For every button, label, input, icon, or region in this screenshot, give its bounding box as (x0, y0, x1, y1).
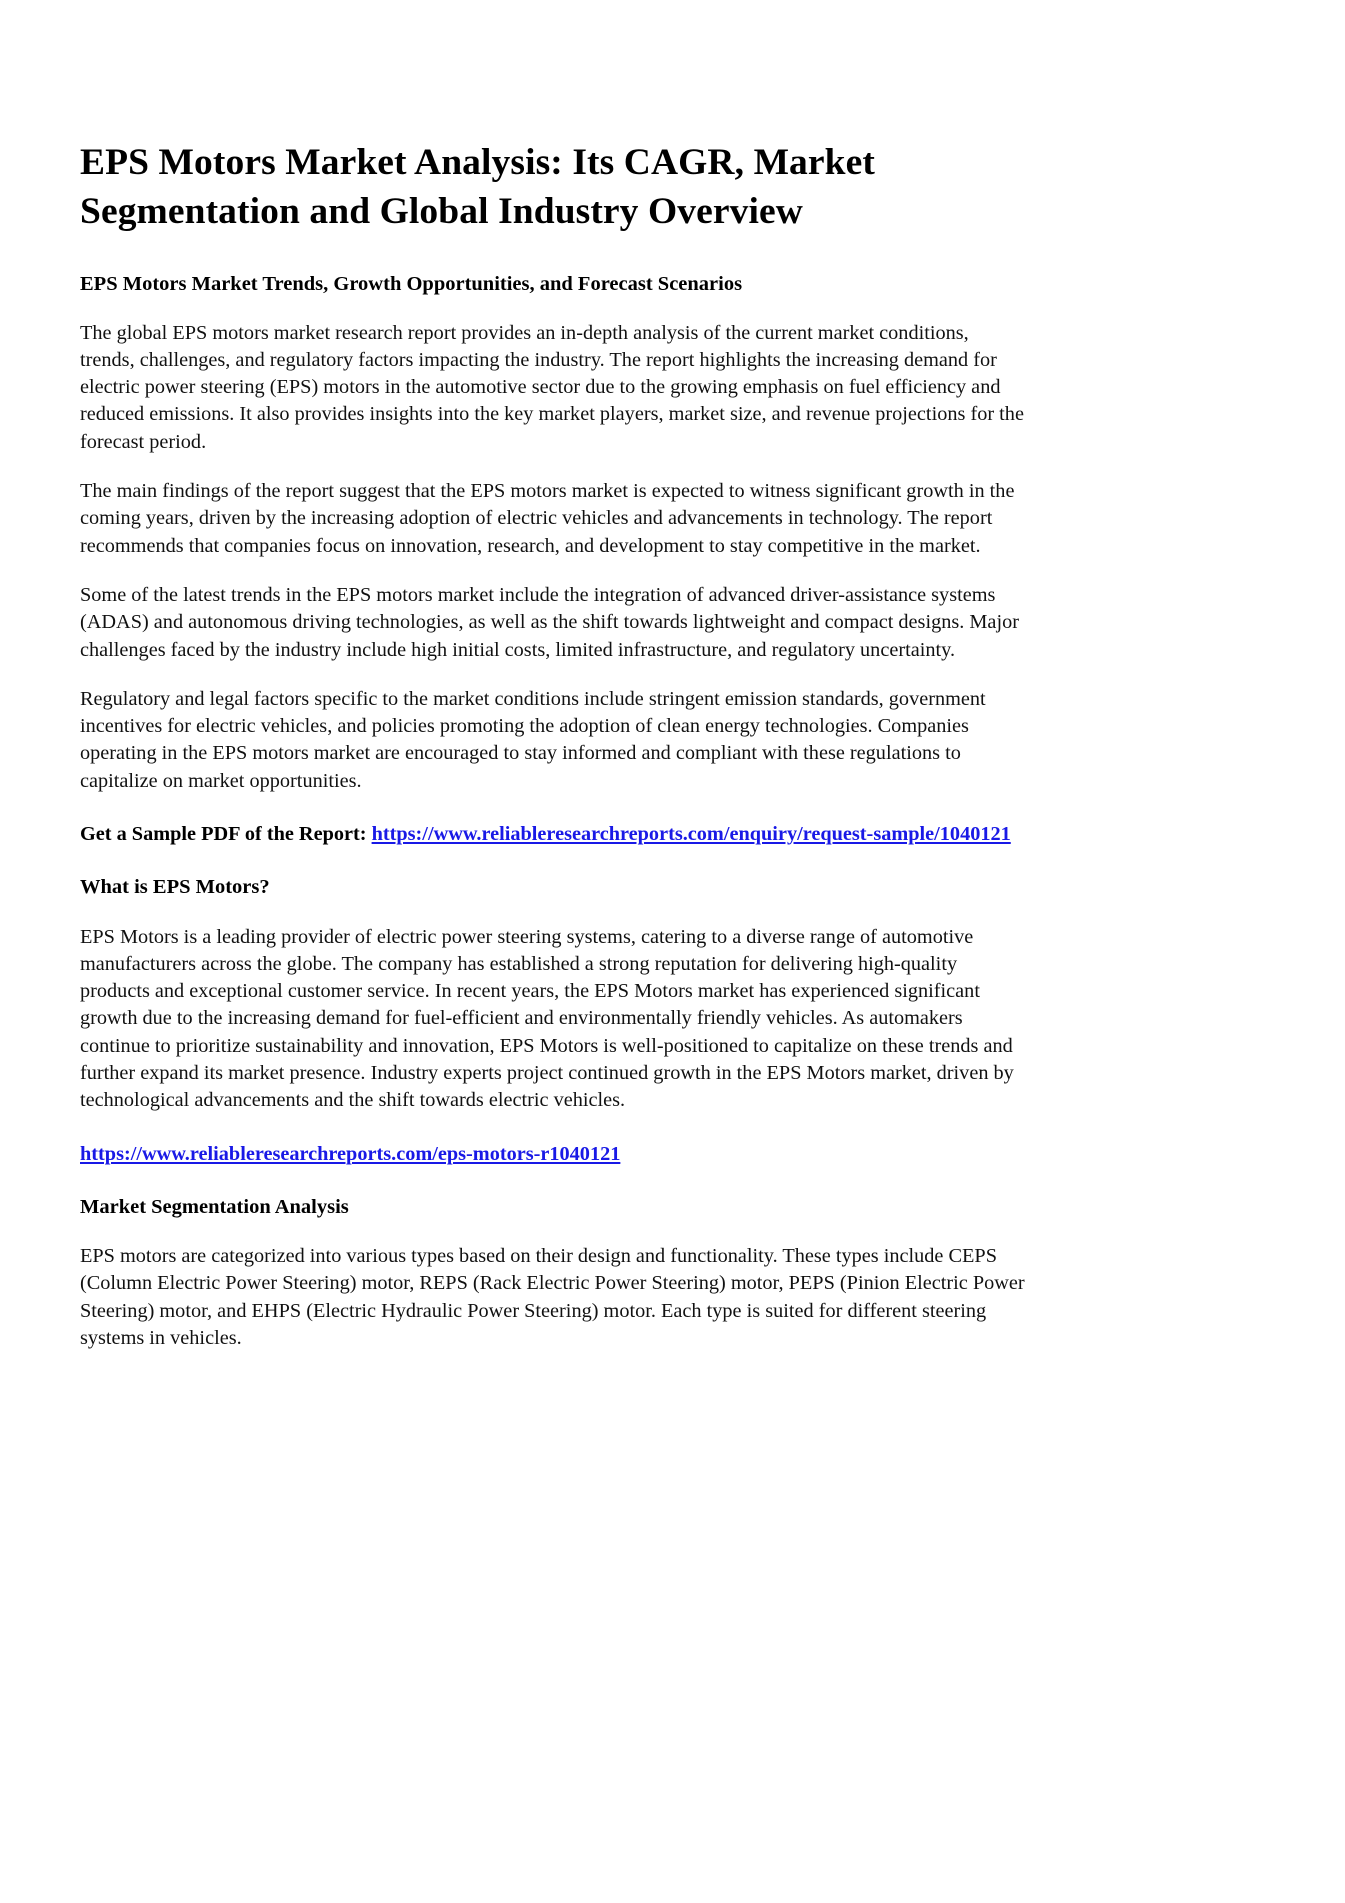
page-title: EPS Motors Market Analysis: Its CAGR, Market Segmentation and Global Industry Overview (80, 142, 875, 232)
paragraph-latest-trends: Some of the latest trends in the EPS motors market include the integration of advanced driver-assistance systems (ADAS) and autonomous driving technologies, as well as the shift towards lightweight and compact designs. Major challenges faced by the industry include high initial costs, limited infrastructure, and regulatory uncertainty. (80, 583, 1019, 661)
paragraph-overview: The global EPS motors market research report provides an in-depth analysis of the current market conditions, trends, challenges, and regulatory factors impacting the industry. The report highlights the increasing demand for electric power steering (EPS) motors in the automotive sector due to the growing emphasis on fuel efficiency and reduced emissions. It also provides insights into the key market players, market size, and revenue projections for the forecast period. (80, 321, 1024, 453)
product-link-line (80, 1141, 1027, 1168)
paragraph-segmentation-types: EPS motors are categorized into various types based on their design and functionality. These types include CEPS (Column Electric Power Steering) motor, REPS (Rack Electric Power Steering) motor, PEPS (Pinion Electric Power Steering) motor, and EHPS (Electric Hydraulic Power Steering) motor. Each type is suited for different steering systems in vehicles. (80, 1245, 1025, 1350)
sample-pdf-link[interactable]: https://www.reliableresearchreports.com/enquiry/request-sample/1040121 (371, 823, 1011, 845)
heading-what-is-eps-motors: What is EPS Motors? (80, 876, 270, 899)
heading-market-segmentation-analysis: Market Segmentation Analysis (80, 1195, 349, 1218)
paragraph-regulatory: Regulatory and legal factors specific to the market conditions include stringent emission standards, government incentives for electric vehicles, and policies promoting the adoption of clean energy technologies. Companies operating in the EPS motors market are encouraged to stay informed and compliant with these regulations to capitalize on market opportunities. (80, 687, 986, 792)
sample-pdf-line (80, 821, 1027, 848)
product-page-link[interactable]: https://www.reliableresearchreports.com/eps-motors-r1040121 (80, 1142, 621, 1165)
document-content (80, 139, 1027, 1352)
paragraph-main-findings: The main findings of the report suggest that the EPS motors market is expected to witness significant growth in the coming years, driven by the increasing adoption of electric vehicles and advancements in technology. The report recommends that companies focus on innovation, research, and development to stay competitive in the market. (80, 480, 1015, 557)
paragraph-company-overview: EPS Motors is a leading provider of electric power steering systems, catering to a diverse range of automotive manufacturers across the globe. The company has established a strong reputation for delivering high-quality products and exceptional customer service. In recent years, the EPS Motors market has experienced significant growth due to the increasing demand for fuel-efficient and environmentally friendly vehicles. As automakers continue to prioritize sustainability and innovation, EPS Motors is well-positioned to capitalize on these trends and further expand its market presence. Industry experts project continued growth in the EPS Motors market, driven by technological advancements and the shift towards electric vehicles. (80, 925, 1014, 1112)
document-subtitle: EPS Motors Market Trends, Growth Opportunities, and Forecast Scenarios (80, 272, 743, 295)
sample-pdf-label: Get a Sample PDF of the Report: (80, 823, 367, 845)
